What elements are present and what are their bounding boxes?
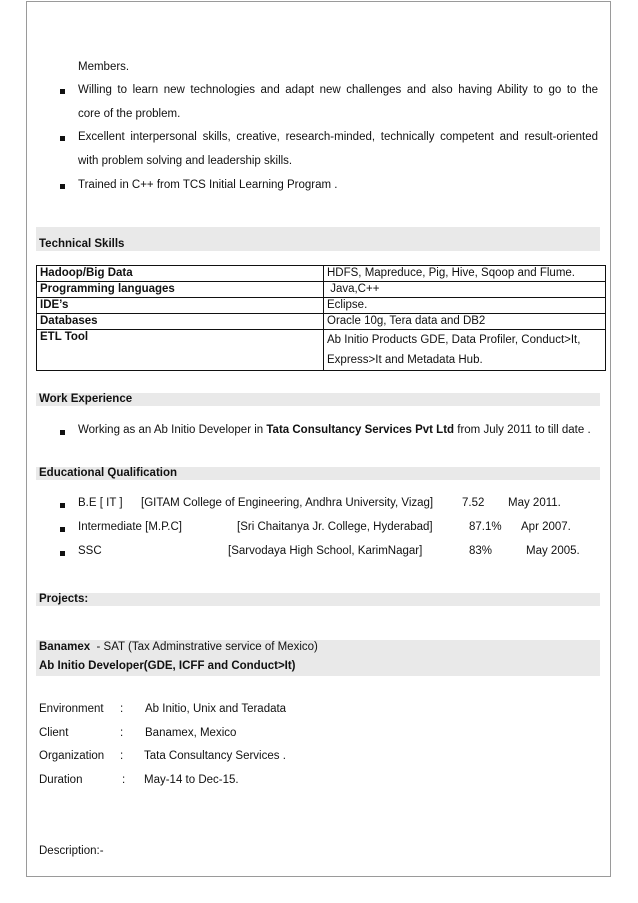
project-client: Banamex <box>39 641 91 653</box>
detail-sep: : <box>120 750 124 762</box>
work-prefix: Working as an Ab Initio Developer in <box>78 424 267 436</box>
table-row <box>37 266 606 282</box>
edu-degree: B.E [ IT ] <box>78 497 123 509</box>
edu-college: [Sarvodaya High School, KarimNagar] <box>228 545 423 557</box>
detail-label: Environment <box>39 703 104 715</box>
detail-value: May-14 to Dec-15. <box>144 774 239 786</box>
table-row <box>37 314 606 330</box>
skill-label: Hadoop/Big Data <box>37 266 324 282</box>
table-row <box>37 298 606 314</box>
description-label: Description:- <box>39 845 104 857</box>
bullet-icon <box>60 527 65 532</box>
detail-label: Client <box>39 727 69 739</box>
detail-label: Organization <box>39 750 105 762</box>
bullet-icon <box>60 503 65 508</box>
table-row <box>37 330 606 371</box>
intro-bullet-2-line1: Excellent interpersonal skills, creative, research-minded, technically competent and result-oriented <box>78 131 598 143</box>
detail-label: Duration <box>39 774 83 786</box>
intro-bullet-3: Trained in C++ from TCS Initial Learning Program . <box>78 179 338 191</box>
skill-value-multiline <box>324 330 606 371</box>
edu-degree: SSC <box>78 545 102 557</box>
bullet-icon <box>60 136 65 141</box>
skill-value: HDFS, Mapreduce, Pig, Hive, Sqoop and Flume. <box>324 266 606 282</box>
education-heading: Educational Qualification <box>39 467 178 479</box>
skill-value: Eclipse. <box>324 298 606 314</box>
detail-value: Banamex, Mexico <box>145 727 237 739</box>
work-company: Tata Consultancy Services Pvt Ltd <box>266 424 455 436</box>
edu-degree: Intermediate [M.P.C] <box>78 521 182 533</box>
edu-college: [Sri Chaitanya Jr. College, Hyderabad] <box>237 521 433 533</box>
detail-sep: : <box>122 774 126 786</box>
detail-sep: : <box>120 703 124 715</box>
skill-value-cont: Express>It and Metadata Hub. <box>327 354 483 366</box>
skill-label: ETL Tool <box>37 330 324 371</box>
bullet-icon <box>60 430 65 435</box>
technical-skills-table <box>36 265 606 371</box>
work-suffix: from July 2011 to till date . <box>454 424 591 436</box>
bullet-icon <box>60 89 65 94</box>
projects-heading: Projects: <box>39 593 89 605</box>
intro-bullet-1-line2: core of the problem. <box>78 108 181 120</box>
edu-date: Apr 2007. <box>521 521 571 533</box>
skill-label: Databases <box>37 314 324 330</box>
work-experience-heading: Work Experience <box>39 393 133 405</box>
intro-bullet-2-line2: with problem solving and leadership skills. <box>78 155 293 167</box>
edu-score: 87.1% <box>469 521 502 533</box>
edu-date: May 2011. <box>508 497 561 509</box>
table-row <box>37 282 606 298</box>
detail-sep: : <box>120 727 124 739</box>
work-experience-line <box>78 424 591 436</box>
project-role: Ab Initio Developer(GDE, ICFF and Conduct>It) <box>39 660 296 672</box>
detail-value: Tata Consultancy Services . <box>144 750 286 762</box>
detail-value: Ab Initio, Unix and Teradata <box>145 703 287 715</box>
project-title <box>39 641 318 653</box>
intro-bullet-1-line1: Willing to learn new technologies and adapt new challenges and also having Ability to go to the <box>78 84 598 96</box>
skill-value: Ab Initio Products GDE, Data Profiler, Conduct>It, <box>327 334 581 346</box>
edu-score: 7.52 <box>462 497 485 509</box>
skill-value: Java,C++ <box>324 282 606 298</box>
edu-score: 83% <box>469 545 493 557</box>
skill-label: IDE’s <box>37 298 324 314</box>
intro-continuation: Members. <box>78 61 130 73</box>
technical-skills-heading: Technical Skills <box>39 238 125 250</box>
edu-date: May 2005. <box>526 545 580 557</box>
projects-header-bar <box>36 593 600 606</box>
edu-college: [GITAM College of Engineering, Andhra University, Vizag] <box>141 497 434 509</box>
skill-label: Programming languages <box>37 282 324 298</box>
bullet-icon <box>60 184 65 189</box>
bullet-icon <box>60 551 65 556</box>
skill-value: Oracle 10g, Tera data and DB2 <box>324 314 606 330</box>
project-client-desc: - SAT (Tax Adminstrative service of Mexico) <box>90 641 318 653</box>
